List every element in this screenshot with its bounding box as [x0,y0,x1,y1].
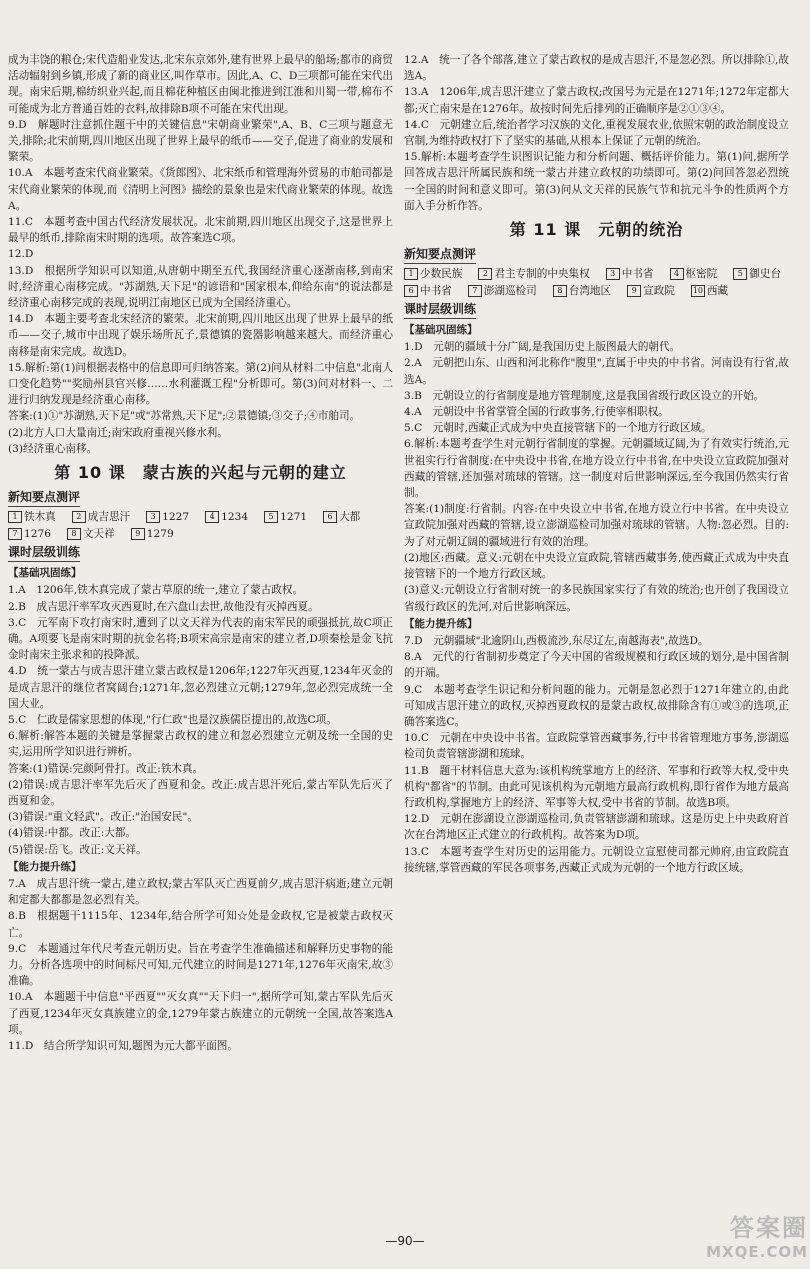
key-point-item [404,283,452,299]
key-point-item [691,283,728,299]
key-point-text: 宣政院 [643,284,675,297]
key-point-text: 1276 [24,527,51,540]
key-point-item [323,509,360,525]
exercise-item: 9.C 本题通过年代尺考查元朝历史。旨在考查学生准确描述和解释历史事物的能力。分析各选项中的时间标尺可知,元代建立的时间是1271年,1276年灭南宋,故③准确。 [8,942,393,988]
exercise-item: 7.A 成吉思汗统一蒙古,建立政权;蒙古军队灭亡西夏前夕,成吉思汗病逝;建立元朝和定都大都都是忽必烈有关。 [8,877,393,907]
answer-item: 13.D 根据所学知识可以知道,从唐朝中期至五代,我国经济重心逐渐南移,到南宋时,经济重心南移完成。"苏湖熟,天下足"的谚语和"国家根本,仰给东南"的说法都是经济重心南移完成的表现,说明江南地区已成为全国经济重心。 [8,264,393,310]
answer-line: (3)意义:元朝设立行省制对统一的多民族国家实行了有效的统治;也开创了我国设立省级行政区的先河,对后世影响深远。 [404,584,789,613]
number-box-icon: 9 [627,285,641,297]
lesson-10-title: 第 10 课 蒙古族的兴起与元朝的建立 [54,463,347,483]
answer-item: 15.解析:本题考查学生识图识记能力和分析问题、概括评价能力。第(1)问,据所学回答成吉思汗所属民族和统一蒙古并建立政权的功绩即可。第(2)问回答忽必烈统一全国的时间和意义即可。第(3)问从文天祥的民族气节和抗元斗争的性质两个方面入手分析作答。 [404,151,789,212]
exercise-item: 3.C 元军南下攻打南宋时,遭到了以文天祥为代表的南宋军民的顽强抵抗,故C项正确。A项要飞是南宋时期的抗金名将;B项宋高宗是南宋的建立者,D项秦桧是金飞抗金时南宋主张求和的投降派。 [8,616,393,662]
basic-exercises [404,339,789,501]
key-point-item [733,266,781,282]
basic-exercises [8,582,393,760]
answer-item: 15.解析:第(1)问根据表格中的信息即可归纳答案。第(2)问从材料二中信息"北南人口变化趋势""奖励州县官兴修……水利灌溉工程"分析即可。第(3)问对材料一、二进行归纳发现是经济重心南移。 [8,361,393,407]
exercise-item: 8.A 元代的行省制初步奠定了今天中国的省级规模和行政区域的划分,是中国省制的开端。 [404,651,789,680]
key-point-text: 中书省 [621,268,654,281]
answer-line: (5)错误:岳飞。改正:文天祥。 [8,843,147,856]
key-point-text: 文天祥 [82,527,115,540]
watermark-logo: 答案圈 [730,1214,808,1242]
exercise-item: 4.D 统一蒙古与成吉思汗建立蒙古政权是1206年;1227年灭西夏,1234年灭金的是成吉思汗的继位者窝阔台;1271年,忽必烈建立元朝;1279年,忽必烈完成统一全国大业。 [8,665,393,710]
exercise-item: 10.A 本题题干中信息"平西夏""灭女真""天下归一",据所学可知,蒙古军队先后灭了西夏,1234年灭女真族建立的金,1279年蒙古族建立的元朝统一全国,故答案选A项。 [8,991,393,1036]
exercise-item: 11.D 结合所学知识可知,题图为元大都平面图。 [8,1039,238,1052]
key-point-text: 中书省 [420,284,452,297]
key-point-item [468,283,537,299]
key-point-item [553,283,611,299]
key-point-text: 御史台 [749,268,782,281]
key-point-text: 成吉思汗 [87,511,131,524]
number-box-icon: 7 [468,285,482,297]
section-practice: 课时层级训练 [404,301,476,319]
key-point-text: 1234 [221,511,249,524]
answer-item: 10.A 本题考查宋代商业繁荣。《货郎图》、北宋纸币和管理海外贸易的市舶司都是宋代商业繁荣的体现,而《清明上河图》描绘的景象也是宋代商业繁荣的体现。故选A。 [8,167,393,212]
key-point-item [205,509,248,525]
number-box-icon: 3 [146,511,160,523]
exercise-item: 1.D 元朝的疆域十分广阔,是我国历史上版图最大的朝代。 [404,341,681,354]
key-point-text: 澎湖巡检司 [483,284,537,297]
key-point-item [606,266,654,282]
key-point-text: 1271 [280,511,308,524]
answer-item: 成为丰饶的粮仓;宋代造船业发达,北宋东京郊外,建有世界上最早的船场;都市的商贸活动辐射到乡镇,形成了新的商业区,叫作草市。因此,A、C、D三项都可能在宋代出现。南宋后期,棉纺织业兴起,而且棉花种植区由闽北推进到江淮和川蜀一带,棉布不可能成为北方普通百姓的衣料,故排除B项不可能在宋代出现。 [8,54,393,115]
key-point-item [72,509,130,525]
exercise-item: 1.A 1206年,铁木真完成了蒙古草原的统一,建立了蒙古政权。 [8,584,304,597]
key-point-text: 1227 [162,511,190,524]
exercise-item: 13.C 本题考查学生对历史的运用能力。元朝设立宣慰使司都元帅府,由宣政院直接统辖,掌管西藏的军民各项事务,西藏正式成为元朝的一个地方行政区域。 [404,845,789,874]
number-box-icon: 2 [478,268,492,280]
key-point-item [264,509,307,525]
number-box-icon: 5 [733,268,747,280]
answer-list-intro [8,52,393,408]
key-point-item [8,526,51,542]
exercise-item: 8.B 根据题干1115年、1234年,结合所学可知☆处是金政权,它是被蒙古政权灭亡。 [8,910,393,939]
key-point-text: 西藏 [706,284,729,297]
key-points [8,509,393,541]
exercise-item: 3.B 元朝设立的行省制度是地方管理制度,这是我国省级行政区设立的开始。 [404,389,765,402]
section-new-knowledge: 新知要点测评 [404,246,476,264]
exercise-item: 5.C 仁政是儒家思想的体现,"行仁政"也是汉族儒臣提出的,故选C项。 [8,713,337,726]
number-box-icon: 6 [404,285,418,297]
key-point-item [131,526,174,542]
advanced-exercises [8,876,393,1054]
answer-line: 答案:(1)错误:完颜阿骨打。改正:铁木真。 [8,762,204,775]
key-point-text: 1279 [146,527,174,540]
page-number: —90— [385,1234,425,1248]
key-point-text: 君主专制的中央集权 [494,268,590,281]
tag-advanced: 【能力提升练】 [404,617,478,630]
key-point-text: 铁木真 [24,511,56,524]
key-point-text: 大都 [339,511,361,524]
number-box-icon: 4 [670,268,684,280]
lesson-11-title: 第 11 课 元朝的统治 [509,220,684,240]
watermark [648,1208,808,1261]
exercise-item: 2.A 元朝把山东、山西和河北称作"腹里",直属于中央的中书省。河南设有行省,故选A。 [404,357,789,386]
answer-line: 答案:(1)制度:行省制。内容:在中央设立中书省,在地方设立行中书省。在中央设立宣政院加强对西藏的管辖,设立澎湖巡检司加强对琉球的管辖。人物:忽必烈。目的:为了对元朝辽阔的疆域进行有效的治理。 [404,503,789,548]
number-box-icon: 1 [8,511,22,523]
number-box-icon: 3 [606,268,620,280]
exercise-item: 6.解析:本题考查学生对元朝行省制度的掌握。元朝疆域辽阔,为了有效实行统治,元世祖实行行省制度:在中央设中书省,在地方设立行中书省,在中央设立宣政院加强对西藏的管辖,还加强对琉球的管辖。这一制度对后世影响深远,至今我国仍然实行省制。 [404,438,789,500]
number-box-icon: 2 [72,511,86,523]
answer-block-2 [404,501,789,614]
answer-item: 11.C 本题考查中国古代经济发展状况。北宋前期,四川地区出现交子,这是世界上最早的纸币,排除南宋时期的选项。故答案选C项。 [8,216,393,245]
answer-item: 14.C 元朝建立后,统治者学习汉族的文化,重视发展农业,依照宋朝的政治制度设立官制,为维持政权打下了坚实的基础,从根本上保证了元朝的统治。 [404,118,789,148]
answer-line: (3)经济重心南移。 [8,442,98,455]
key-point-text: 台湾地区 [568,284,612,297]
key-point-item [146,509,189,525]
section-new-knowledge: 新知要点测评 [8,489,80,507]
section-practice: 课时层级训练 [8,544,80,562]
key-point-item [478,266,589,282]
number-box-icon: 9 [131,528,145,540]
answer-item: 13.A 1206年,成吉思汗建立了蒙古政权;改国号为元是在1271年;1272年定都大都;灭亡南宋是在1276年。故按时间先后排列的正确顺序是②①③④。 [404,86,789,115]
exercise-item: 10.C 元朝在中央设中书省。宣政院掌管西藏事务,行中书省管理地方事务,澎湖巡检司负责管辖澎湖和琉球。 [404,732,789,761]
key-point-text: 少数民族 [420,268,463,281]
key-point-item [670,266,718,282]
exercise-item: 11.B 题干材料信息大意为:该机构统掌地方上的经济、军事和行政等大权,受中央机构"都省"的节制。由此可见该机构为元朝地方最高行政机构,即行省作为地方最高行政机构,掌握地方上的经济、军事等大权,受中书省的节制。故选B项。 [404,764,789,809]
answer-list-top [404,52,789,214]
exercise-item: 7.D 元朝疆域"北逾阴山,西极流沙,东尽辽左,南越海表",故选D。 [404,634,709,647]
answer-line: (2)北方人口大量南迁;南宋政府重视兴修水利。 [8,426,228,439]
exercise-item: 5.C 元朝时,西藏正式成为中央直接管辖下的一个地方行政区域。 [404,422,712,435]
exercise-item: 6.解析:解答本题的关键是掌握蒙古政权的建立和忽必烈建立元朝及统一全国的史实,运用所学知识进行辨析。 [8,730,393,759]
key-point-text: 枢密院 [685,268,718,281]
exercise-item: 4.A 元朝设中书省掌管全国的行政事务,行使宰相职权。 [404,406,669,419]
watermark-url: MXQE.COM [706,1243,808,1261]
answer-line: (3)错误:"重文轻武"。改正:"治国安民"。 [8,811,198,824]
answer-item: 12.A 统一了各个部落,建立了蒙古政权的是成吉思汗,不是忽必烈。所以排除①,故选A。 [404,54,789,83]
number-box-icon: 8 [67,528,81,540]
answer-line: (4)错误:中都。改正:大都。 [8,827,137,840]
advanced-exercises [404,633,789,876]
number-box-icon: 5 [264,511,278,523]
number-box-icon: 7 [8,528,22,540]
answer-line: 答案:(1)①"苏湖熟,天下足"或"苏常熟,天下足";②景德镇;③交子;④市舶司。 [8,410,361,423]
exercise-item: 9.C 本题考查学生识记和分析问题的能力。元朝是忽必烈于1271年建立的,由此可知成吉思汗建立的政权,灭掉西夏政权的是蒙古政权,故排除含有①或③的选项,正确答案选C。 [404,683,789,728]
tag-basic: 【基础巩固练】 [8,567,82,580]
answer-item: 9.D 解题时注意抓住题干中的关键信息"宋朝商业繁荣",A、B、C三项与题意无关,排除;北宋前期,四川地区出现了世界上最早的纸币——交子,促进了商业的发展和繁荣。 [8,118,393,164]
number-box-icon: 6 [323,511,337,523]
left-column [8,52,393,1242]
number-box-icon: 1 [404,268,418,280]
answer-item: 12.D [8,248,34,261]
number-box-icon: 8 [553,285,567,297]
key-points [404,266,789,298]
right-column [404,52,789,1212]
exercise-item: 12.D 元朝在澎湖设立澎湖巡检司,负责管辖澎湖和琉球。这是历史上中央政府首次在台湾地区正式建立的行政机构。故答案为D项。 [404,813,789,842]
exercise-item: 2.B 成吉思汗率军攻灭西夏时,在六盘山去世,故他没有灭掉西夏。 [8,600,319,613]
answer-item: 14.D 本题主要考查北宋经济的繁荣。北宋前期,四川地区出现了世界上最早的纸币——交子,城市中出现了娱乐场所瓦子,景德镇的瓷器影响越来越大。而经济重心南移是南宋完成。故选D。 [8,313,393,358]
tag-basic: 【基础巩固练】 [404,324,478,337]
answer-line: (2)地区:西藏。意义:元朝在中央设立宣政院,管辖西藏事务,使西藏正式成为中央直接管辖下的一个地方行政区域。 [404,551,789,581]
answer-line: (2)错误:成吉思汗率军先后灭了西夏和金。改正:成吉思汗死后,蒙古军队先后灭了西夏和金。 [8,778,393,807]
key-point-item [404,266,462,282]
key-point-item [627,283,675,299]
number-box-icon: 10 [692,285,703,295]
answer-block-2 [8,761,393,858]
key-point-item [8,509,56,525]
answer-block [8,408,393,457]
key-point-item [67,526,115,542]
number-box-icon: 4 [205,511,219,523]
tag-advanced: 【能力提升练】 [8,860,82,873]
